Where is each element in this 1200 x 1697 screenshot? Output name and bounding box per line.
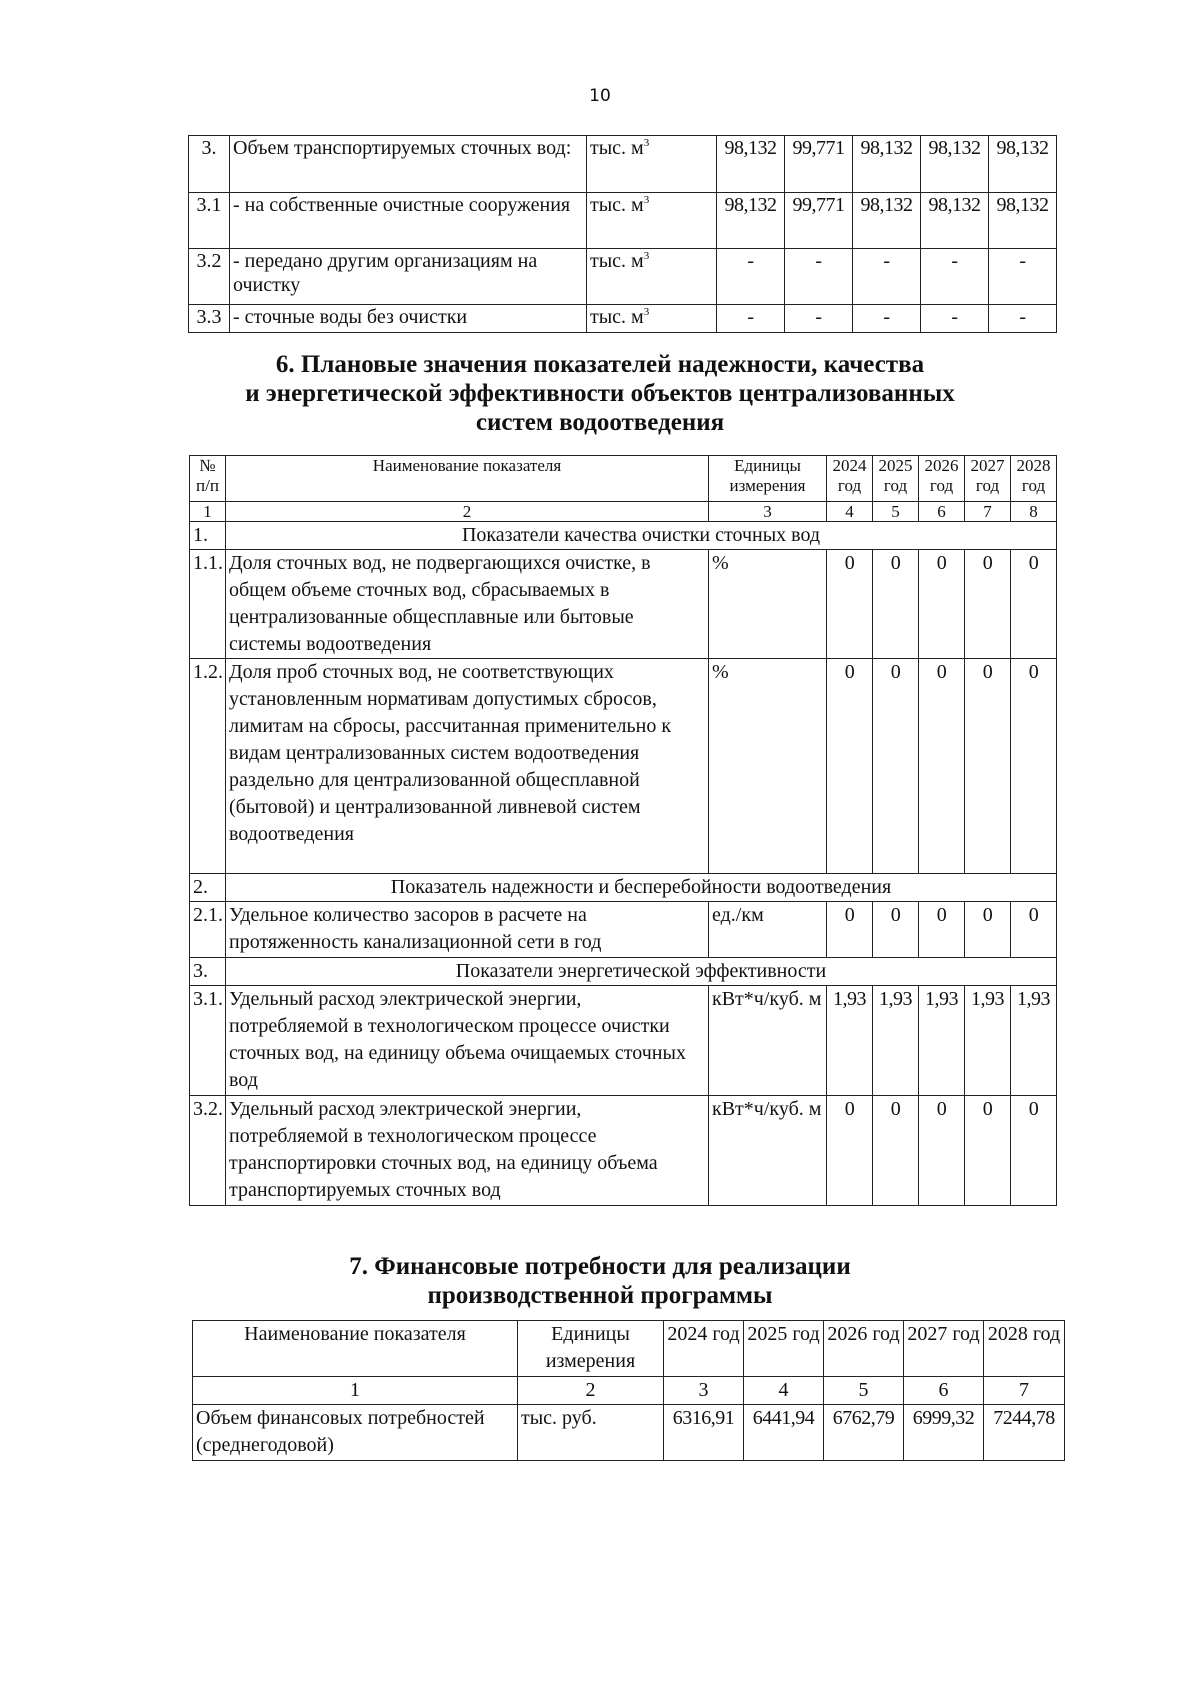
value-cell: - (717, 305, 785, 333)
value-cell: 0 (965, 659, 1011, 874)
section-6-title-line2: и энергетической эффективности объектов централизованных (245, 380, 955, 407)
table-row (190, 1096, 1057, 1206)
value-cell: 98,132 (989, 136, 1057, 193)
financial-needs-table (192, 1320, 1065, 1461)
row-name: Удельный расход электрической энергии, потребляемой в технологическом процессе очистки сточных вод, на единицу объема очищаемых сточных вод (226, 986, 709, 1096)
col-header-year: 2025 год (873, 456, 919, 502)
row-number: 1.2. (190, 659, 226, 874)
index-cell: 6 (919, 502, 965, 522)
table-row (189, 305, 1057, 333)
value-cell: - (989, 249, 1057, 305)
table-row (190, 986, 1057, 1096)
group-title: Показатели качества очистки сточных вод (226, 522, 1057, 550)
col-header-year: 2024 год (827, 456, 873, 502)
value-cell: 0 (873, 550, 919, 659)
group-title: Показатель надежности и бесперебойности водоотведения (226, 874, 1057, 902)
index-cell: 3 (709, 502, 827, 522)
row-name: Доля сточных вод, не подвергающихся очистке, в общем объеме сточных вод, сбрасываемых в централизованные общесплавные или бытовые системы водоотведения (226, 550, 709, 659)
row-number: 3.2. (190, 1096, 226, 1206)
index-cell: 7 (984, 1377, 1065, 1405)
row-unit: тыс. $м^3$ (587, 305, 717, 333)
col-header-year: 2028 год (1011, 456, 1057, 502)
index-cell: 2 (518, 1377, 664, 1405)
row-number: 1.1. (190, 550, 226, 659)
section-6-title-line1: 6. Плановые значения показателей надежности, качества (275, 351, 925, 378)
index-cell: 1 (193, 1377, 518, 1405)
index-cell: 7 (965, 502, 1011, 522)
value-cell: 0 (919, 659, 965, 874)
value-cell: 0 (827, 550, 873, 659)
row-number: 2.1. (190, 902, 226, 958)
value-cell: 0 (873, 659, 919, 874)
value-cell: 98,132 (717, 193, 785, 249)
row-name: - на собственные очистные сооружения (230, 193, 587, 249)
table-row (193, 1405, 1065, 1461)
row-unit: тыс. $м^3$ (587, 249, 717, 305)
col-header-name: Наименование показателя (193, 1321, 518, 1377)
section-7-title-line1: 7. Финансовые потребности для реализации (349, 1253, 851, 1280)
value-cell: - (989, 305, 1057, 333)
col-header-year: 2027 год (904, 1321, 984, 1377)
value-cell: 0 (827, 1096, 873, 1206)
transport-volume-table (188, 135, 1057, 333)
indicators-table (189, 455, 1057, 1206)
row-unit: % (709, 659, 827, 874)
value-cell: 1,93 (965, 986, 1011, 1096)
col-header-name: Наименование показателя (226, 456, 709, 502)
value-cell: 6316,91 (664, 1405, 744, 1461)
value-cell: 0 (873, 902, 919, 958)
row-unit: кВт*ч/куб. м (709, 986, 827, 1096)
index-row (193, 1377, 1065, 1405)
row-name: - передано другим организациям на очистку (230, 249, 587, 305)
value-cell: - (785, 305, 853, 333)
value-cell: 99,771 (785, 136, 853, 193)
index-cell: 1 (190, 502, 226, 522)
value-cell: 98,132 (921, 193, 989, 249)
value-cell: - (853, 249, 921, 305)
value-cell: 0 (919, 1096, 965, 1206)
value-cell: 98,132 (853, 136, 921, 193)
value-cell: 0 (1011, 1096, 1057, 1206)
row-unit: тыс. руб. (518, 1405, 664, 1461)
group-title: Показатели энергетической эффективности (226, 958, 1057, 986)
table-row (190, 659, 1057, 874)
value-cell: 98,132 (853, 193, 921, 249)
value-cell: 0 (1011, 659, 1057, 874)
section-7-title-line2: производственной программы (427, 1282, 773, 1309)
table-row (190, 902, 1057, 958)
value-cell: 0 (1011, 550, 1057, 659)
col-header-unit: Единицы измерения (709, 456, 827, 502)
value-cell: - (717, 249, 785, 305)
col-header-unit: Единицы измерения (518, 1321, 664, 1377)
row-number: 3. (189, 136, 230, 193)
col-header-year: 2024 год (664, 1321, 744, 1377)
table-row (190, 550, 1057, 659)
index-cell: 8 (1011, 502, 1057, 522)
row-name: Доля проб сточных вод, не соответствующих установленным нормативам допустимых сбросов, лимитам на сбросы, рассчитанная применительно к видам централизованных систем водоотведения раздельно для централизованной общесплавной (бытовой) и централизованной ливневой систем водоотведения (226, 659, 709, 874)
table-row (189, 193, 1057, 249)
col-header-year: 2026 год (824, 1321, 904, 1377)
value-cell: 0 (827, 902, 873, 958)
index-cell: 4 (827, 502, 873, 522)
row-name: Объем финансовых потребностей (среднегодовой) (193, 1405, 518, 1461)
value-cell: - (853, 305, 921, 333)
row-unit: ед./км (709, 902, 827, 958)
row-unit: тыс. $м^3$ (587, 193, 717, 249)
index-cell: 4 (744, 1377, 824, 1405)
group-row (190, 874, 1057, 902)
group-number: 3. (190, 958, 226, 986)
row-unit: тыс. $м^3$ (587, 136, 717, 193)
value-cell: 1,93 (919, 986, 965, 1096)
row-name: - сточные воды без очистки (230, 305, 587, 333)
table-row (189, 136, 1057, 193)
value-cell: 1,93 (827, 986, 873, 1096)
index-cell: 2 (226, 502, 709, 522)
col-header-year: 2026 год (919, 456, 965, 502)
value-cell: 6762,79 (824, 1405, 904, 1461)
group-number: 2. (190, 874, 226, 902)
value-cell: 7244,78 (984, 1405, 1065, 1461)
value-cell: 98,132 (989, 193, 1057, 249)
value-cell: 0 (1011, 902, 1057, 958)
page-number: 10 (589, 86, 611, 106)
group-row (190, 522, 1057, 550)
row-unit: кВт*ч/куб. м (709, 1096, 827, 1206)
row-name: Удельное количество засоров в расчете на протяженность канализационной сети в год (226, 902, 709, 958)
value-cell: 6441,94 (744, 1405, 824, 1461)
col-header-year: 2025 год (744, 1321, 824, 1377)
value-cell: 98,132 (717, 136, 785, 193)
value-cell: 98,132 (921, 136, 989, 193)
header-row (193, 1321, 1065, 1377)
group-number: 1. (190, 522, 226, 550)
value-cell: 0 (965, 1096, 1011, 1206)
col-header-num: № п/п (190, 456, 226, 502)
row-number: 3.3 (189, 305, 230, 333)
value-cell: 99,771 (785, 193, 853, 249)
row-name: Объем транспортируемых сточных вод: (230, 136, 587, 193)
index-cell: 3 (664, 1377, 744, 1405)
row-unit: % (709, 550, 827, 659)
value-cell: 0 (965, 902, 1011, 958)
value-cell: 0 (827, 659, 873, 874)
value-cell: 0 (919, 902, 965, 958)
value-cell: 1,93 (1011, 986, 1057, 1096)
index-row (190, 502, 1057, 522)
row-number: 3.2 (189, 249, 230, 305)
index-cell: 5 (824, 1377, 904, 1405)
table-row (189, 249, 1057, 305)
value-cell: 1,93 (873, 986, 919, 1096)
value-cell: 6999,32 (904, 1405, 984, 1461)
col-header-year: 2027 год (965, 456, 1011, 502)
index-cell: 6 (904, 1377, 984, 1405)
value-cell: - (785, 249, 853, 305)
row-name: Удельный расход электрической энергии, потребляемой в технологическом процессе транспортировки сточных вод, на единицу объема транспортируемых сточных вод (226, 1096, 709, 1206)
section-6-title-line3: систем водоотведения (475, 409, 725, 436)
col-header-year: 2028 год (984, 1321, 1065, 1377)
row-number: 3.1. (190, 986, 226, 1096)
row-number: 3.1 (189, 193, 230, 249)
value-cell: 0 (919, 550, 965, 659)
value-cell: - (921, 305, 989, 333)
value-cell: 0 (965, 550, 1011, 659)
header-row (190, 456, 1057, 502)
group-row (190, 958, 1057, 986)
value-cell: 0 (873, 1096, 919, 1206)
value-cell: - (921, 249, 989, 305)
index-cell: 5 (873, 502, 919, 522)
